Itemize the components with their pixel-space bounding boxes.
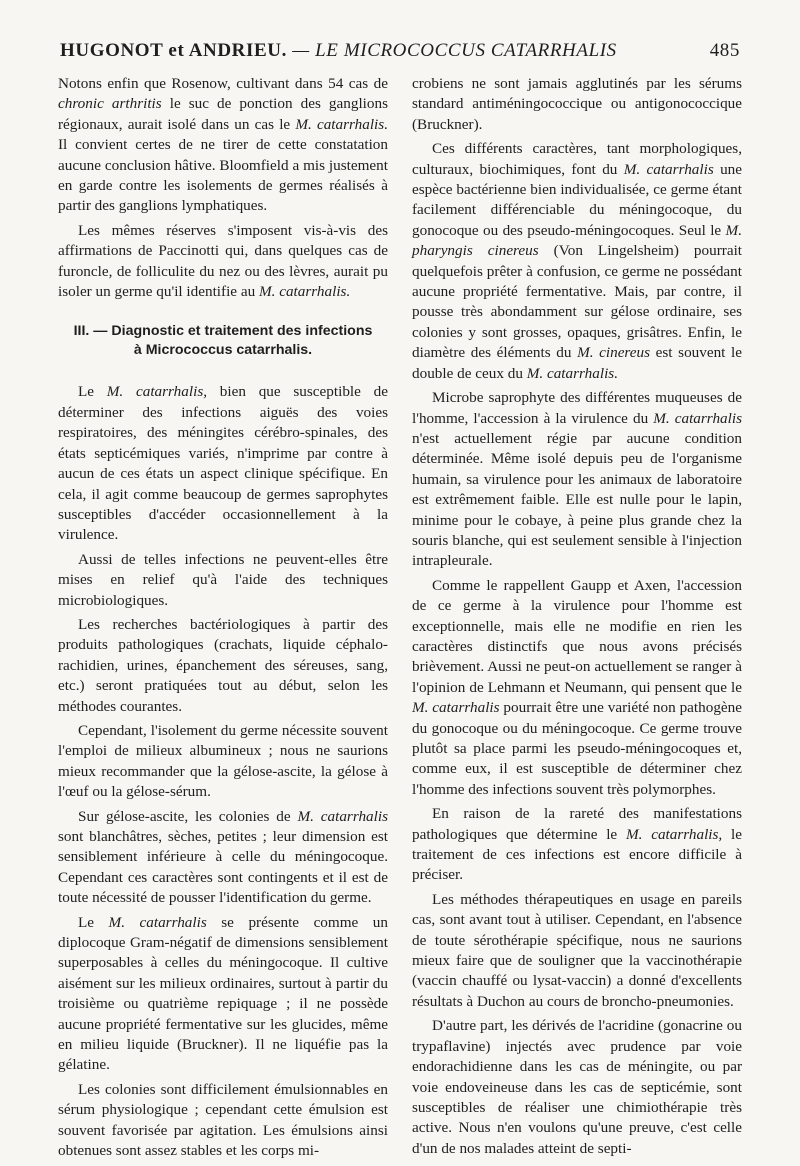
paragraph: Les colonies sont difficilement émulsionnables en sérum physiologique ; cependant cette émulsion est souvent favorisée par agitation. Les émulsions ainsi obtenues sont assez stables et les corps mi- xyxy=(58,1080,388,1160)
paragraph: D'autre part, les dérivés de l'acridine (gonacrine ou trypaflavine) injectés avec prudence par voie endorachidienne dans les cas de méningite, ou par voie endoveineuse dans les cas de septicémie, sont susceptibles de réaliser une chimiothérapie très active. Nous n'en voulons qu'une preuve, c'est celle d'un de nos malades atteint de septi- xyxy=(412,1017,742,1157)
header-authors: HUGONOT et ANDRIEU. xyxy=(60,40,287,61)
paragraph: Notons enfin que Rosenow, cultivant dans 54 cas de chronic arthritis le suc de ponction des ganglions régionaux, aurait isolé dans un cas le M. catarrhalis. Il convient certes de ne tirer de cette constatation aucune conclusion hâtive. Bloomfield a mis justement en garde contre les isolements de germes réalisés à partir des ganglions lymphatiques. xyxy=(58,75,388,215)
paragraph: Le M. catarrhalis se présente comme un diplocoque Gram-négatif de dimensions sensiblement superposables à celles du méningocoque. Il cultive aisément sur les milieux ordinaires, surtout à partir du troisième ou quatrième repiquage ; il ne possède aucune propriété fermentative sur les glucides, même en milieu liquide (Bruckner). Il ne liquéfie pas la gélatine. xyxy=(58,913,388,1074)
paragraph: Les mêmes réserves s'imposent vis-à-vis des affirmations de Paccinotti qui, dans quelques cas de furoncle, de folliculite du nez ou des lèvres, aurait pu isoler un germe qu'il identifie au M. catarrhalis. xyxy=(58,221,388,301)
header-running-title: — LE MICROCOCCUS CATARRHALIS xyxy=(292,40,617,61)
paragraph: Comme le rappellent Gaupp et Axen, l'accession de ce germe à la virulence pour l'homme est exceptionnelle, mais elle ne modifie en rien les caractères distinctifs que nous avons précisés brièvement. Aussi ne peut-on actuellement se ranger à l'opinion de Lehmann et Neumann, qui pensent que le M. catarrhalis pourrait être une variété non pathogène du gonocoque ou du méningocoque. Ce germe trouve plutôt sa place parmi les pseudo-méningocoques et, comme eux, il est susceptible de déterminer chez l'homme des infections souvent très polymorphes. xyxy=(412,576,742,798)
header-title xyxy=(60,40,617,62)
running-header xyxy=(60,40,740,62)
paragraph: Aussi de telles infections ne peuvent-elles être mises en relief qu'à l'aide des techniques microbiologiques. xyxy=(58,550,388,609)
paragraph: Les recherches bactériologiques à partir des produits pathologiques (crachats, liquide céphalo-rachidien, urines, épanchement des séreuses, sang, etc.) seront pratiquées tout au début, selon les méthodes courantes. xyxy=(58,615,388,715)
left-column xyxy=(58,74,388,1166)
paragraph: Sur gélose-ascite, les colonies de M. catarrhalis sont blanchâtres, sèches, petites ; leur dimension est sensiblement inférieure à celle du méningocoque. Cependant ces caractères sont contingents et il est de toute nécessité de pousser l'identification du germe. xyxy=(58,807,388,907)
page-number: 485 xyxy=(709,40,740,61)
paragraph: crobiens ne sont jamais agglutinés par les sérums standard antiméningococcique ou antigonococcique (Bruckner). xyxy=(412,75,742,133)
paragraph: Le M. catarrhalis, bien que susceptible de déterminer des infections aiguës des voies respiratoires, des méningites cérébro-spinales, des états septicémiques variés, n'imprime par contre à aucun de ces états un aspect clinique spécifique. En cela, il agit comme beaucoup de germes saprophytes susceptibles d'accéder occasionnellement à la virulence. xyxy=(58,383,388,544)
paragraph: Microbe saprophyte des différentes muqueuses de l'homme, l'accession à la virulence du M. catarrhalis n'est actuellement régie par aucune condition déterminée. Même isolé depuis peu de l'organisme humain, sa virulence pour les animaux de laboratoire est extrêmement faible. Elle est nulle pour le lapin, minime pour le cobaye, à peine plus grande chez la souris blanche, qui est seulement sensible à l'injection intrapleurale. xyxy=(412,389,742,570)
paragraph: Cependant, l'isolement du germe nécessite souvent l'emploi de milieux albumineux ; nous ne saurions mieux recommander que la gélose-ascite, la gélose à l'œuf ou la gélose-sérum. xyxy=(58,721,388,801)
section-heading: III. — Diagnostic et traitement des infections à Micrococcus catarrhalis. xyxy=(73,323,373,359)
paragraph: Ces différents caractères, tant morphologiques, culturaux, biochimiques, font du M. catarrhalis une espèce bactérienne bien individualisée, ce germe étant facilement différenciable du méningocoque, du gonocoque ou des pseudo-méningocoques. Seul le M. pharyngis cinereus (Von Lingelsheim) pourrait quelquefois prêter à confusion, ce germe ne possédant aucune propriété fermentative. Mais, par contre, il pousse très abondamment sur gélose ordinaire, ses colonies y sont grosses, opaques, grisâtres. Enfin, le diamètre des éléments du M. cinereus est souvent le double de ceux du M. catarrhalis. xyxy=(412,140,743,382)
paragraph: Les méthodes thérapeutiques en usage en pareils cas, sont avant tout à utiliser. Cependant, en l'absence de toute sérothérapie spécifique, nous ne saurions mieux faire que de souligner que la vaccinothérapie (vaccin chauffé ou lysat-vaccin) a donné d'excellents résultats à Duchon au cours de broncho-pneumonies. xyxy=(412,890,742,1010)
right-column xyxy=(412,74,742,1163)
paragraph: En raison de la rareté des manifestations pathologiques que détermine le M. catarrhalis, le traitement de ces infections est encore difficile à préciser. xyxy=(412,805,742,884)
